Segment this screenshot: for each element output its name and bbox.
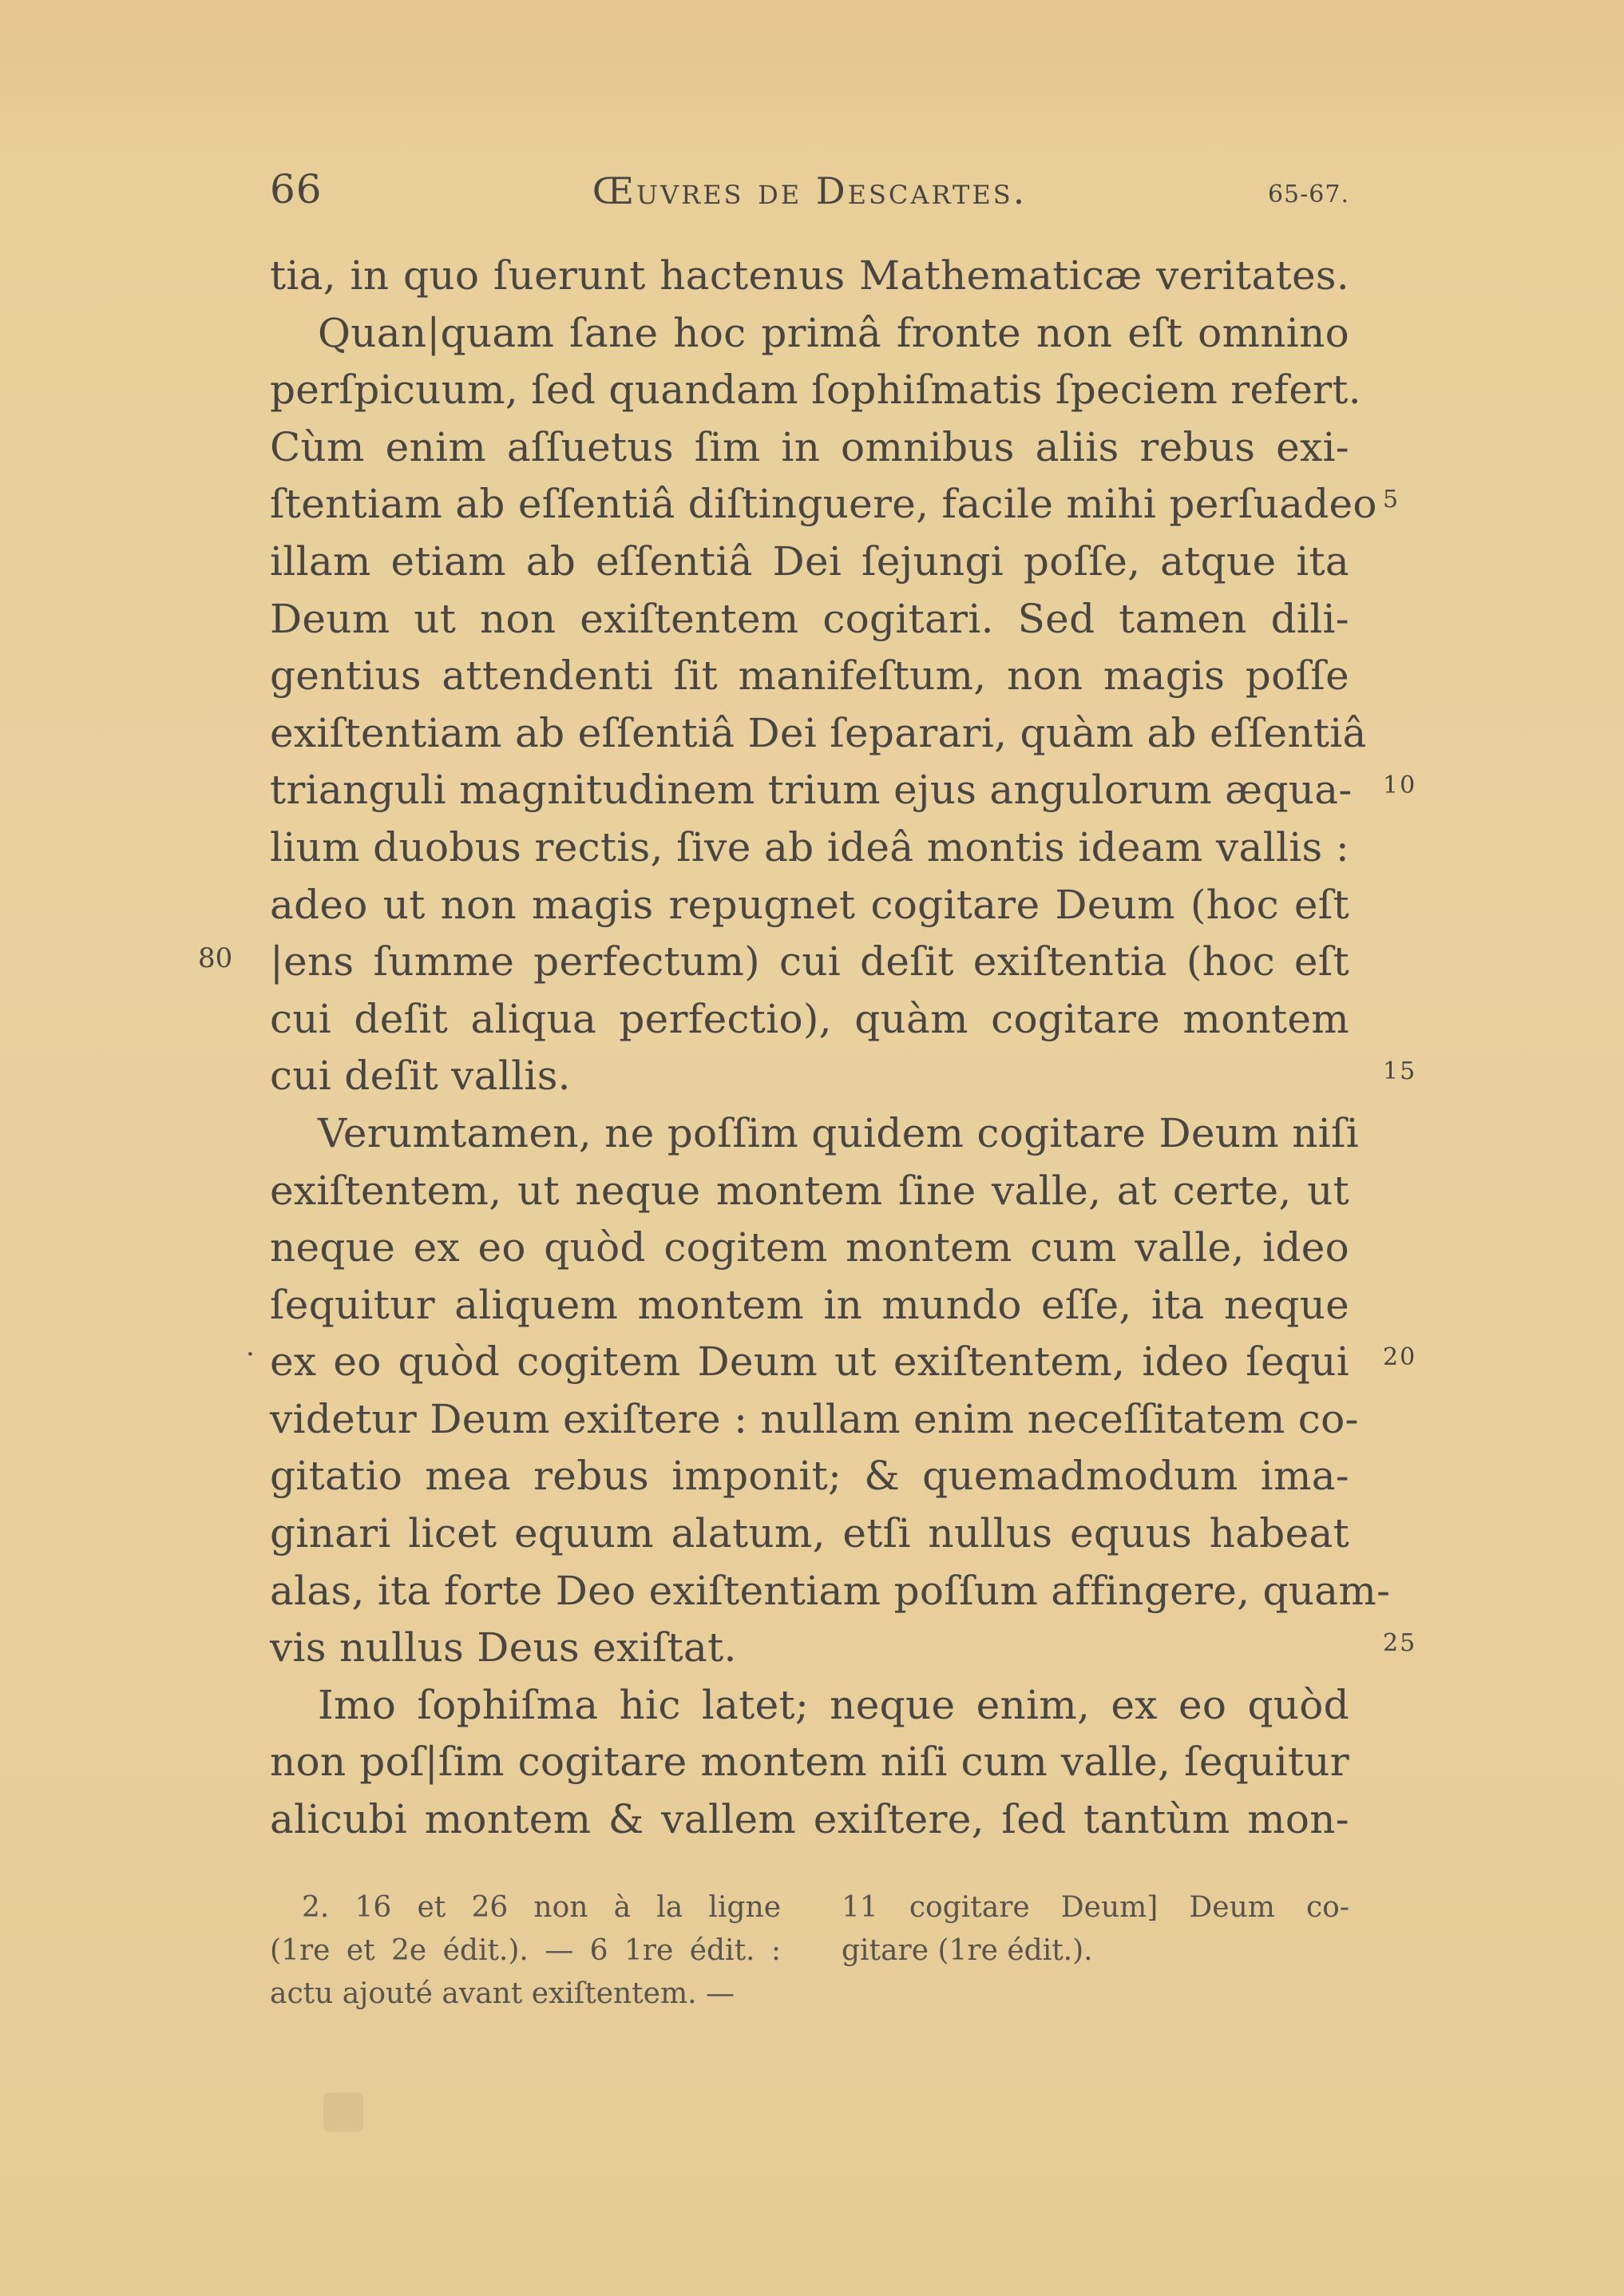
text-line: Imo ſophiſma hic latet; neque enim, ex eo quòd: [318, 1681, 1349, 1728]
footnote-line: 11 cogitare Deum] Deum co-: [842, 1891, 1349, 1924]
text-line: gentius attendenti ſit manifeſtum, non magis poſſe: [270, 652, 1349, 700]
text-line: vis nullus Deus exiſtat.: [270, 1624, 737, 1671]
line-number-marker: 20: [1383, 1343, 1417, 1371]
line-number-marker: 5: [1383, 486, 1400, 514]
paper-stain: [323, 2092, 363, 2132]
text-line: cui deſit aliqua perfectio), quàm cogitare montem: [270, 995, 1349, 1042]
text-line: alicubi montem & vallem exiſtere, ſed tantùm mon-: [270, 1796, 1349, 1843]
text-line: perſpicuum, ſed quandam ſophiſmatis ſpeciem refert.: [270, 367, 1361, 414]
text-line: Deum ut non exiſtentem cogitari. Sed tamen dili-: [270, 595, 1349, 642]
text-line: tia, in quo ſuerunt hactenus Mathematicæ veritates.: [270, 252, 1349, 299]
page-number: 66: [270, 166, 323, 212]
text-line: ſtentiam ab eſſentiâ diſtinguere, facile mihi perſuadeo: [270, 481, 1377, 528]
running-head: [270, 166, 1349, 222]
footnote-line: gitare (1re édit.).: [842, 1934, 1093, 1967]
footnote-line: (1re et 2e édit.). — 6 1re édit. :: [270, 1934, 781, 1967]
line-number-marker: 15: [1383, 1057, 1417, 1085]
running-title: Œuvres de Descartes.: [592, 169, 1028, 212]
text-line: illam etiam ab eſſentiâ Dei ſejungi poſſe, atque ita: [270, 537, 1349, 585]
text-line: alas, ita forte Deo exiſtentiam poſſum affingere, quam-: [270, 1567, 1391, 1614]
footnotes-right-column: [842, 1886, 1349, 1973]
text-line: Quan|quam ſane hoc primâ fronte non eſt omnino: [318, 309, 1349, 356]
text-line: cui deſit vallis.: [270, 1053, 571, 1100]
text-line: neque ex eo quòd cogitem montem cum valle, ideo: [270, 1224, 1349, 1271]
text-line: exiſtentiam ab eſſentiâ Dei ſeparari, quàm ab eſſentiâ: [270, 709, 1367, 756]
text-line: ex eo quòd cogitem Deum ut exiſtentem, ideo ſequi: [270, 1338, 1349, 1386]
body-text: [270, 248, 1391, 1849]
margin-dot: ·: [246, 1338, 255, 1370]
text-line: lium duobus rectis, ſive ab ideâ montis ideam vallis :: [270, 823, 1349, 870]
text-line: trianguli magnitudinem trium ejus angulorum æqua-: [270, 767, 1353, 814]
text-line: ginari licet equum alatum, etſi nullus equus habeat: [270, 1510, 1349, 1557]
text-line: non poſ|ſim cogitare montem niſi cum valle, ſequitur: [270, 1739, 1349, 1786]
text-line: Cùm enim aſſuetus ſim in omnibus aliis rebus exi-: [270, 423, 1349, 470]
footnote-line: 2. 16 et 26 non à la ligne: [302, 1891, 781, 1924]
text-line: videtur Deum exiſtere : nullam enim neceſſitatem co-: [270, 1395, 1359, 1442]
text-line: |ens ſumme perfectum) cui deſit exiſtentia (hoc eſt: [270, 938, 1349, 985]
text-line: gitatio mea rebus imponit; & quemadmodum ima-: [270, 1453, 1349, 1500]
line-number-marker: 25: [1383, 1629, 1417, 1657]
footnotes-left-column: [270, 1886, 781, 2016]
text-line: Verumtamen, ne poſſim quidem cogitare Deum niſi: [318, 1109, 1360, 1156]
line-number-marker: 10: [1383, 771, 1417, 799]
page-range: 65-67.: [1267, 180, 1349, 208]
edition-page-ref: 80: [198, 942, 233, 974]
text-line: ſequitur aliquem montem in mundo eſſe, ita neque: [270, 1281, 1349, 1328]
text-line: adeo ut non magis repugnet cogitare Deum (hoc eſt: [270, 881, 1349, 928]
footnote-line: actu ajouté avant exiſtentem. —: [270, 1977, 735, 2010]
text-line: exiſtentem, ut neque montem ſine valle, at certe, ut: [270, 1167, 1349, 1214]
